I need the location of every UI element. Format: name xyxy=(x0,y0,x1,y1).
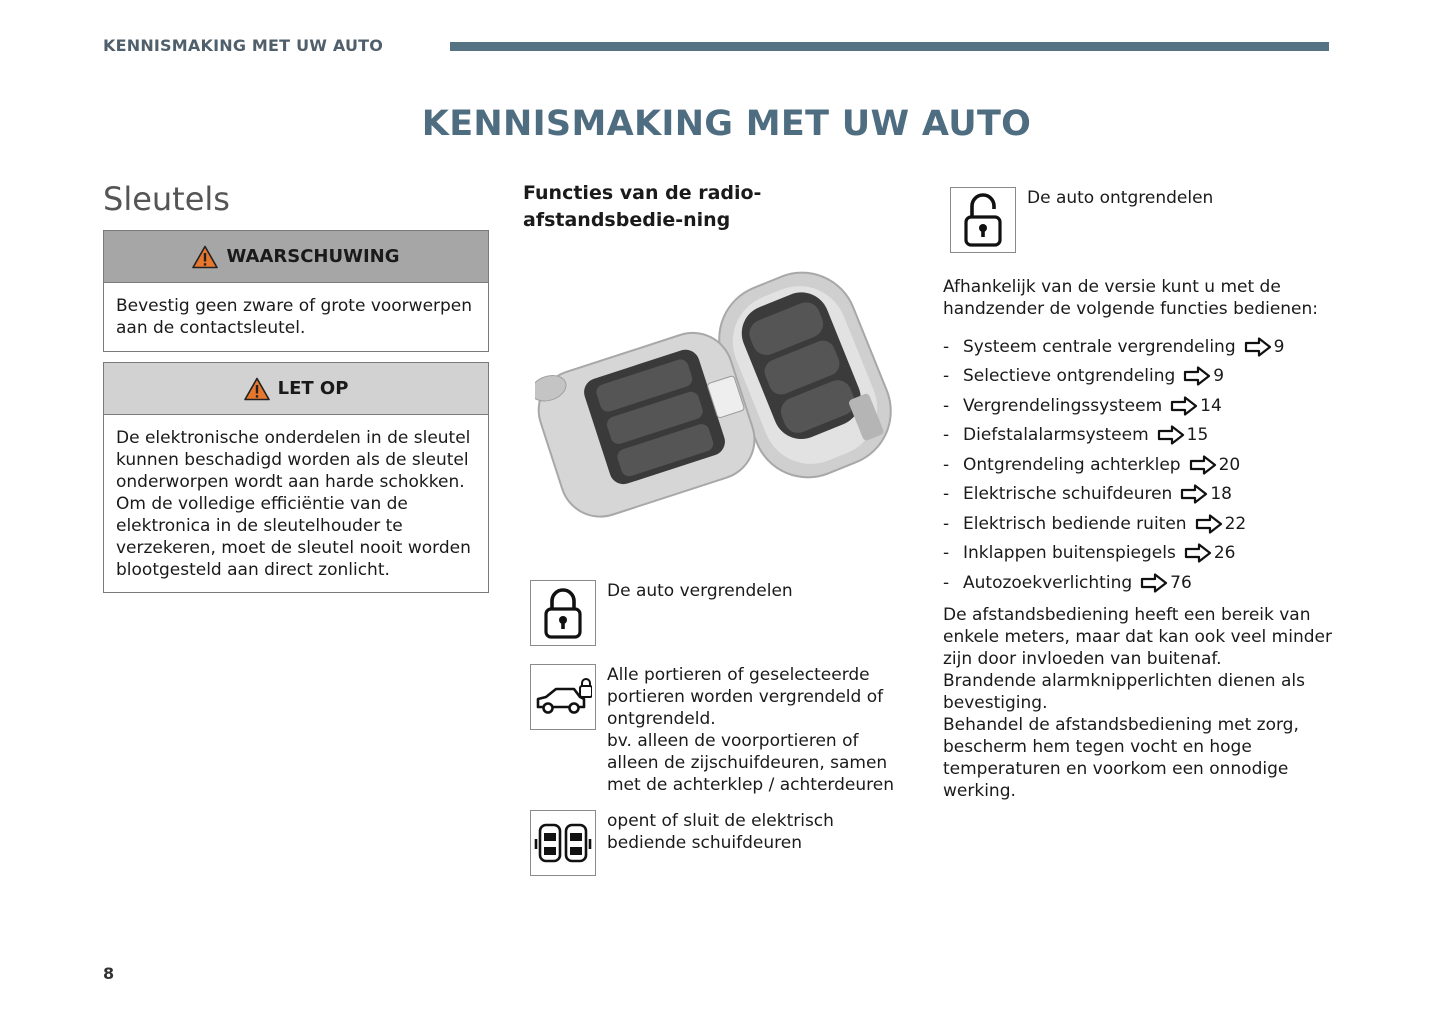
page-number: 8 xyxy=(103,964,115,983)
warning-triangle-icon xyxy=(244,377,270,401)
key-fobs-illustration xyxy=(535,255,905,530)
list-item: - Vergrendelingssysteem 14 xyxy=(943,395,1222,416)
padlock-closed-icon xyxy=(543,586,583,640)
list-item: - Diefstalalarmsysteem 15 xyxy=(943,425,1209,446)
warning-title: WAARSCHUWING xyxy=(226,246,400,267)
functions-list xyxy=(943,332,1333,598)
warning-box xyxy=(103,230,489,352)
list-item: - Autozoekverlichting 76 xyxy=(943,572,1192,593)
section-title: Sleutels xyxy=(103,180,230,218)
unlock-icon-box xyxy=(950,187,1016,253)
running-header: KENNISMAKING MET UW AUTO xyxy=(103,36,384,55)
list-item: - Selectieve ontgrendeling 9 xyxy=(943,366,1225,387)
lock-icon-box xyxy=(530,580,596,646)
arrow-ref-icon xyxy=(1244,337,1272,357)
warning-header xyxy=(104,231,488,283)
list-item: - Elektrische schuifdeuren 18 xyxy=(943,484,1232,505)
list-item: - Elektrisch bediende ruiten 22 xyxy=(943,513,1247,534)
range-text: De afstandsbediening heeft een bereik van enkele meters, maar dat kan ook veel minder zijn door invloeden van buitenaf. xyxy=(943,605,1332,669)
arrow-ref-icon xyxy=(1189,455,1217,475)
sliding-description: opent of sluit de elektrisch bediende schuifdeuren xyxy=(607,811,834,853)
warning-text: Bevestig geen zware of grote voorwerpen aan de contactsleutel. xyxy=(116,296,473,338)
care-text: Behandel de afstandsbediening met zorg, bescherm hem tegen vocht en hoge temperaturen en voorkom een onnodige werking. xyxy=(943,715,1299,801)
caution-title: LET OP xyxy=(277,378,349,399)
arrow-ref-icon xyxy=(1140,573,1168,593)
sliding-icon-box xyxy=(530,810,596,876)
selective-text-2: bv. alleen de voorportieren of alleen de zijschuifdeuren, samen met de achterklep / achterdeuren xyxy=(607,731,894,795)
list-item: - Inklappen buitenspiegels 26 xyxy=(943,543,1236,564)
arrow-ref-icon xyxy=(1184,543,1212,563)
selective-text-1: Alle portieren of geselecteerde portieren worden vergrendeld of ontgrendeld. xyxy=(607,665,884,729)
lock-description: De auto vergrendelen xyxy=(607,581,793,601)
selective-icon-box xyxy=(530,664,596,730)
caution-box xyxy=(103,362,489,593)
arrow-ref-icon xyxy=(1183,366,1211,386)
list-item: - Systeem centrale vergrendeling 9 xyxy=(943,336,1285,357)
arrow-ref-icon xyxy=(1180,484,1208,504)
arrow-ref-icon xyxy=(1157,425,1185,445)
confirmation-text: Brandende alarmknipperlichten dienen als bevestiging. xyxy=(943,671,1305,713)
arrow-ref-icon xyxy=(1170,396,1198,416)
header-bar xyxy=(450,42,1329,51)
car-padlock-icon xyxy=(534,677,592,717)
remote-functions-title: Functies van de radio-afstandsbedie-ning xyxy=(523,182,762,231)
warning-triangle-icon xyxy=(192,245,218,269)
list-item: - Ontgrendeling achterklep 20 xyxy=(943,454,1241,475)
unlock-description: De auto ontgrendelen xyxy=(1027,188,1214,208)
caution-text: De elektronische onderdelen in de sleutel kunnen beschadigd worden als de sleutel onderworpen wordt aan harde schokken. Om de volledige efficiëntie van de elektronica in de sleutelhouder te verzekeren, moet de sleutel nooit worden blootgesteld aan direct zonlicht. xyxy=(116,428,471,580)
padlock-open-icon xyxy=(963,192,1003,248)
selective-description xyxy=(607,664,903,796)
functions-intro: Afhankelijk van de versie kunt u met de handzender de volgende functies bedienen: xyxy=(943,277,1319,319)
arrow-ref-icon xyxy=(1195,514,1223,534)
range-notes xyxy=(943,604,1335,802)
sliding-doors-icon xyxy=(534,819,592,867)
page-title: KENNISMAKING MET UW AUTO xyxy=(421,104,1032,144)
caution-header xyxy=(104,363,488,415)
